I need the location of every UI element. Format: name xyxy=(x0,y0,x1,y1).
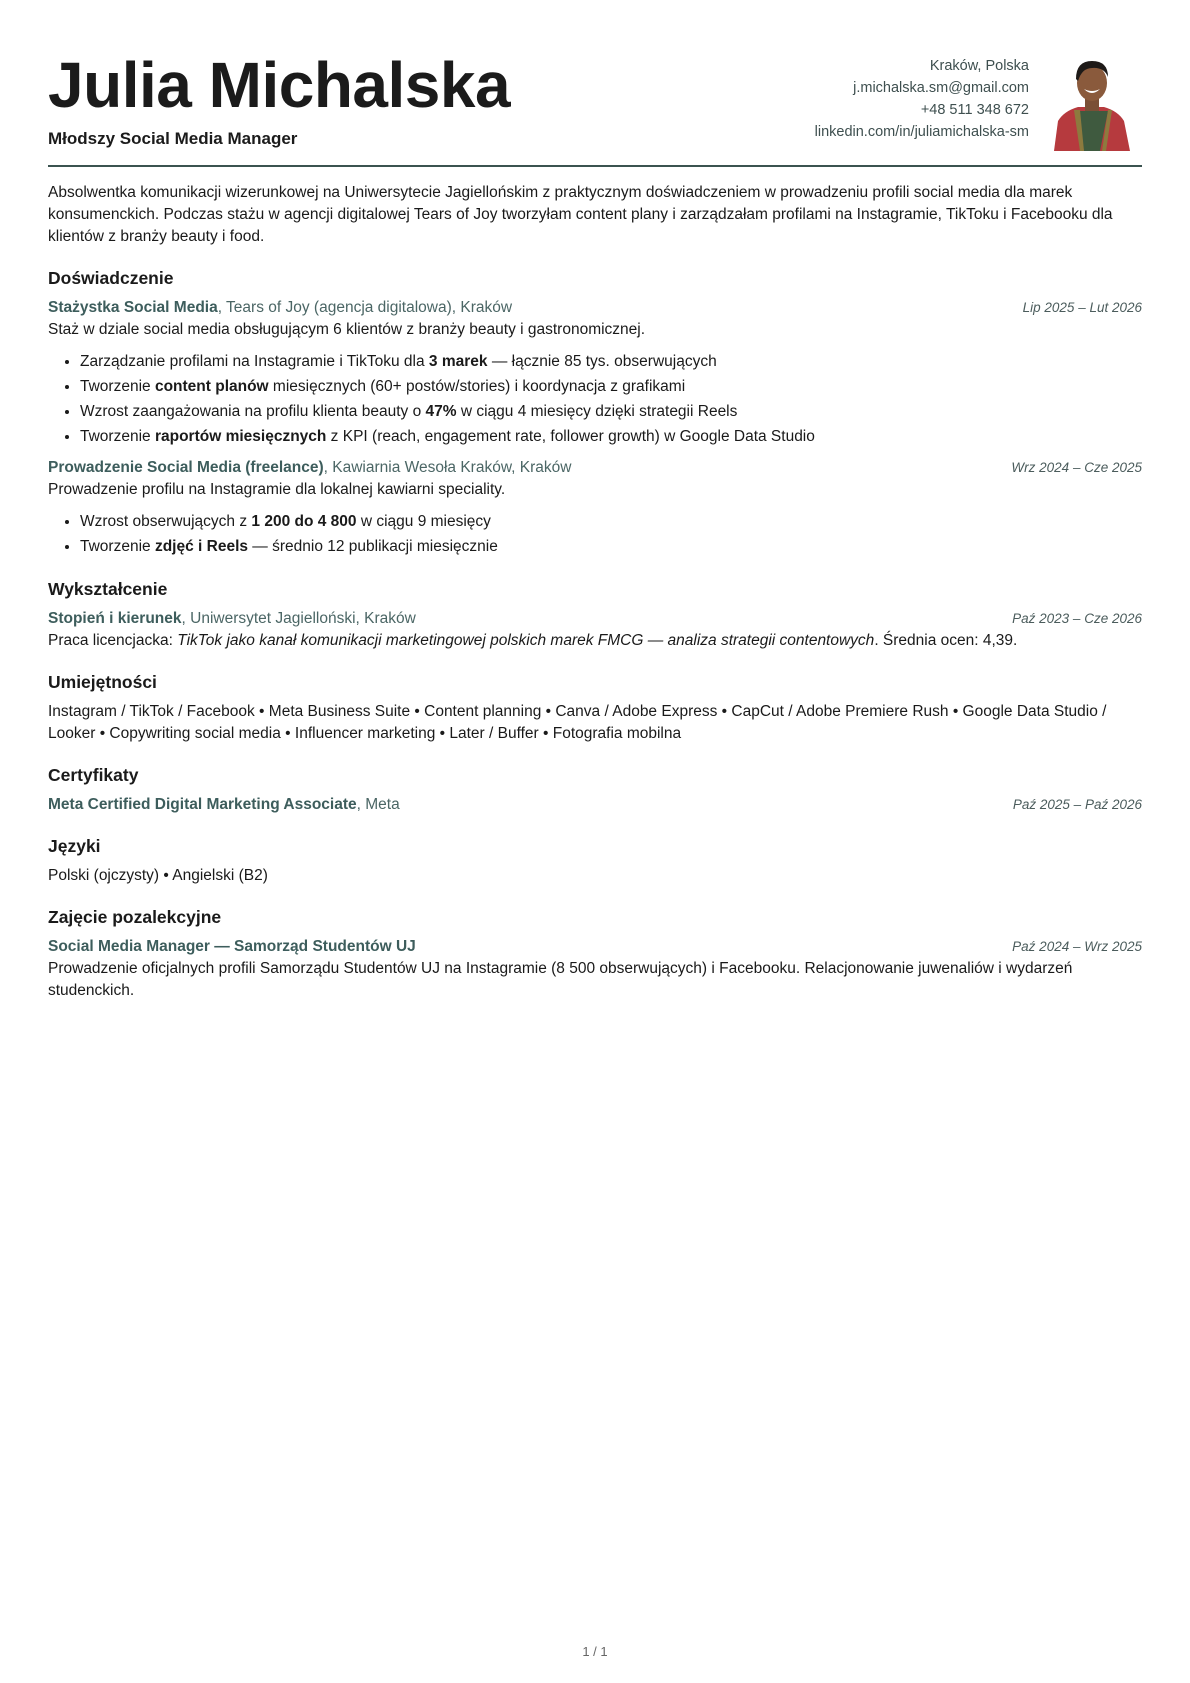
contact-linkedin[interactable]: linkedin.com/in/juliamichalska-sm xyxy=(814,124,1029,140)
section-heading-languages: Języki xyxy=(48,836,101,856)
degree-name: Stopień i kierunek xyxy=(48,610,182,627)
extracurricular-role: Social Media Manager — Samorząd Studentów UJ xyxy=(48,938,416,955)
bullet-item: • Wzrost obserwujących z 1 200 do 4 800 w ciągu 9 miesięcy xyxy=(80,509,1142,534)
education-date: Paź 2023 – Cze 2026 xyxy=(1012,611,1142,626)
skills-list: Instagram / TikTok / Facebook • Meta Business Suite • Content planning • Canva / Adobe Express • CapCut / Adobe Premiere Rush • Google Data Studio / Looker • Copywriting social media • Influencer marketing • Later / Buffer • Fotografia mobilna xyxy=(48,703,1107,742)
page-number: 1 / 1 xyxy=(582,1644,608,1659)
bullet-item: • Zarządzanie profilami na Instagramie i TikToku dla 3 marek — łącznie 85 tys. obserwujących xyxy=(80,349,1142,374)
profile-photo xyxy=(1044,55,1138,151)
resume-header xyxy=(48,0,1142,168)
school-name: , Uniwersytet Jagielloński, Kraków xyxy=(181,610,416,627)
extracurricular-description: Prowadzenie oficjalnych profili Samorządu Studentów UJ na Instagramie (8 500 obserwujących) i Facebooku. Relacjonowanie juwenaliów i wydarzeń studenckich. xyxy=(48,960,1073,999)
bullet-item: • Tworzenie raportów miesięcznych z KPI (reach, engagement rate, follower growth) w Google Data Studio xyxy=(80,424,1142,449)
extracurricular-entry xyxy=(48,936,1142,1002)
resume-page xyxy=(48,0,1142,1010)
person-photo-icon xyxy=(1044,55,1138,151)
header-divider xyxy=(48,165,1142,167)
entry-role: Prowadzenie Social Media (freelance) xyxy=(48,459,324,476)
summary-paragraph: Absolwentka komunikacji wizerunkowej na Uniwersytecie Jagiellońskim z praktycznym doświadczeniem w prowadzeniu profili social media dla marek konsumenckich. Podczas stażu w agencji digitalowej Tears of Joy tworzyłam content plany i zarządzałam profilami na Instagramie, TikToku i Facebooku dla klientów z branży beauty i food. xyxy=(48,184,1113,245)
section-heading-education: Wykształcenie xyxy=(48,579,168,599)
contact-block xyxy=(815,55,1029,143)
contact-phone: +48 511 348 672 xyxy=(920,102,1029,118)
experience-entry xyxy=(48,297,1142,449)
languages-list: Polski (ojczysty) • Angielski (B2) xyxy=(48,867,268,884)
bullet-item: • Tworzenie content planów miesięcznych (60+ postów/stories) i koordynacja z grafikami xyxy=(80,374,1142,399)
entry-date: Lip 2025 – Lut 2026 xyxy=(1022,300,1142,315)
bullet-item: • Tworzenie zdjęć i Reels — średnio 12 publikacji miesięcznie xyxy=(80,534,1142,559)
entry-bullets xyxy=(48,349,1142,449)
candidate-name: Julia Michalska xyxy=(48,49,511,121)
certificate-entry xyxy=(48,794,1142,816)
entry-description: Staż w dziale social media obsługującym 6 klientów z branży beauty i gastronomicznej. xyxy=(48,321,646,338)
candidate-title: Młodszy Social Media Manager xyxy=(48,129,298,148)
entry-role: Stażystka Social Media xyxy=(48,299,218,316)
thesis-title: TikTok jako kanał komunikacji marketingowej polskich marek FMCG — analiza strategii contentowych xyxy=(177,632,875,649)
section-heading-skills: Umiejętności xyxy=(48,672,157,692)
section-heading-certificates: Certyfikaty xyxy=(48,765,139,785)
entry-date: Wrz 2024 – Cze 2025 xyxy=(1011,460,1142,475)
extracurricular-date: Paź 2024 – Wrz 2025 xyxy=(1012,939,1142,954)
bullet-item: • Wzrost zaangażowania na profilu klienta beauty o 47% w ciągu 4 miesięcy dzięki strategii Reels xyxy=(80,399,1142,424)
entry-org: , Tears of Joy (agencja digitalowa), Kraków xyxy=(217,299,513,316)
certificate-date: Paź 2025 – Paź 2026 xyxy=(1012,797,1142,812)
section-heading-experience: Doświadczenie xyxy=(48,268,174,288)
entry-description: Prowadzenie profilu na Instagramie dla lokalnej kawiarni speciality. xyxy=(48,481,506,498)
entry-bullets xyxy=(48,509,1142,559)
thesis-line: Praca licencjacka: TikTok jako kanał komunikacji marketingowej polskich marek FMCG — analiza strategii contentowych. Średnia ocen: 4,39. xyxy=(48,632,1018,649)
experience-entry xyxy=(48,457,1142,559)
contact-location: Kraków, Polska xyxy=(929,58,1029,74)
entry-org: , Kawiarnia Wesoła Kraków, Kraków xyxy=(323,459,572,476)
certificate-issuer: , Meta xyxy=(356,796,400,813)
certificate-name: Meta Certified Digital Marketing Associate xyxy=(48,796,357,813)
section-heading-extracurricular: Zajęcie pozalekcyjne xyxy=(48,907,222,927)
education-entry xyxy=(48,608,1142,652)
contact-email[interactable]: j.michalska.sm@gmail.com xyxy=(853,80,1029,96)
